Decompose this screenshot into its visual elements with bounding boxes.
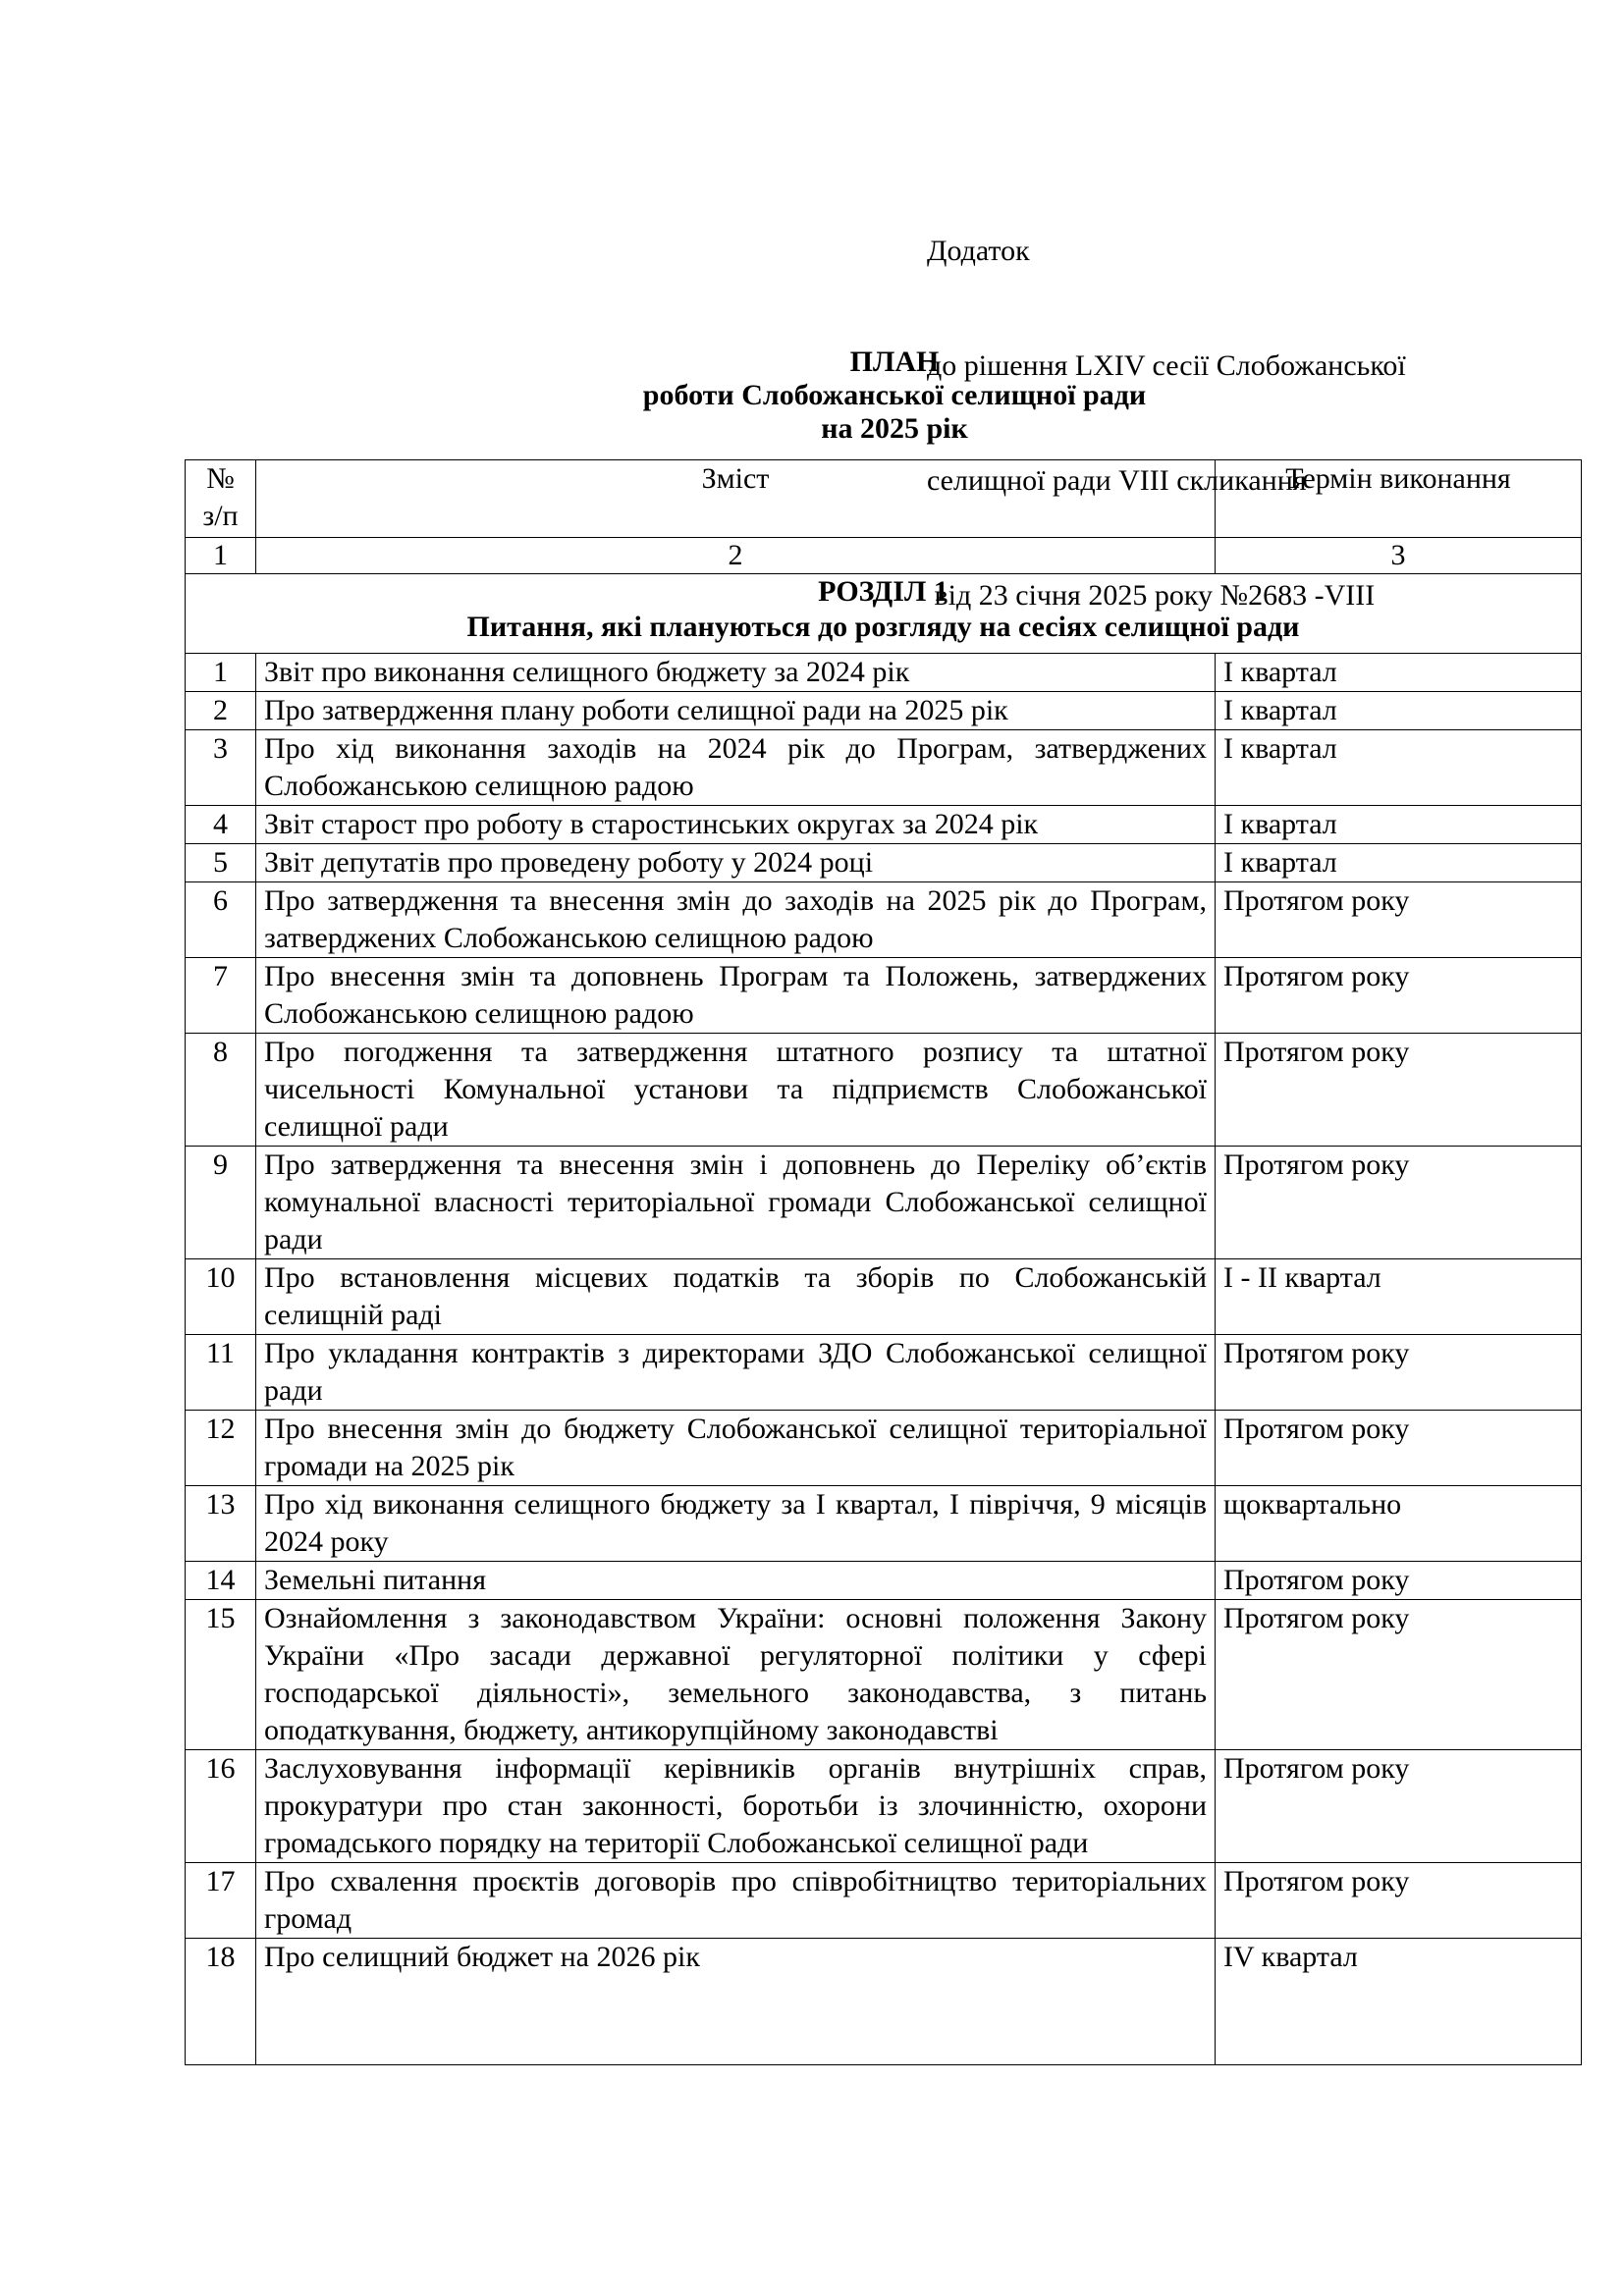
table-header-row: [186, 460, 1582, 538]
row-number: 10: [186, 1259, 256, 1335]
row-content: Про укладання контрактів з директорами ЗДО Слобожанської селищної ради: [256, 1335, 1216, 1411]
table-row: [186, 1259, 1582, 1335]
row-content: Земельні питання: [256, 1562, 1216, 1600]
table-row: [186, 1486, 1582, 1562]
row-term: Протягом року: [1216, 1034, 1582, 1147]
section-subtitle: Питання, які плануються до розгляду на сесіях селищної ради: [466, 611, 1300, 643]
table-row: [186, 1600, 1582, 1750]
row-number: 9: [186, 1147, 256, 1259]
section-heading: [186, 574, 1582, 654]
document-title: [0, 346, 1624, 446]
row-number: 5: [186, 844, 256, 882]
row-term: Протягом року: [1216, 1562, 1582, 1600]
row-term: Протягом року: [1216, 1335, 1582, 1411]
header-content: Зміст: [256, 460, 1216, 538]
row-term: I - II квартал: [1216, 1259, 1582, 1335]
table-row: [186, 1034, 1582, 1147]
table-row: [186, 1411, 1582, 1486]
row-number: 14: [186, 1562, 256, 1600]
table-row: [186, 1562, 1582, 1600]
row-number: 17: [186, 1863, 256, 1939]
row-term: Протягом року: [1216, 1147, 1582, 1259]
row-term: Протягом року: [1216, 1600, 1582, 1750]
column-number: 2: [256, 538, 1216, 574]
row-term: IV квартал: [1216, 1939, 1582, 2065]
annex-line-4: від 23 січня 2025 року №2683 -VIII: [927, 579, 1376, 612]
row-number: 2: [186, 692, 256, 730]
annex-line-1: Додаток: [927, 235, 1030, 267]
header-num: № з/п: [186, 460, 256, 538]
row-term: щоквартально: [1216, 1486, 1582, 1562]
row-content: Про схвалення проєктів договорів про співробітництво територіальних громад: [256, 1863, 1216, 1939]
row-term: I квартал: [1216, 654, 1582, 692]
row-term: Протягом року: [1216, 1863, 1582, 1939]
row-number: 15: [186, 1600, 256, 1750]
row-content: Про хід виконання селищного бюджету за I квартал, I півріччя, 9 місяців 2024 року: [256, 1486, 1216, 1562]
row-content: Звіт про виконання селищного бюджету за 2024 рік: [256, 654, 1216, 692]
table-row: [186, 692, 1582, 730]
row-number: 16: [186, 1750, 256, 1863]
plan-table: [185, 459, 1582, 2065]
column-number-row: [186, 538, 1582, 574]
row-term: Протягом року: [1216, 1411, 1582, 1486]
row-content: Про затвердження плану роботи селищної ради на 2025 рік: [256, 692, 1216, 730]
annex-line-3: селищної ради VIII скликання: [927, 464, 1307, 497]
table-row: [186, 958, 1582, 1034]
row-content: Про затвердження та внесення змін до заходів на 2025 рік до Програм, затверджених Слобожанською селищною радою: [256, 882, 1216, 958]
row-number: 1: [186, 654, 256, 692]
title-line-1: ПЛАН: [849, 346, 940, 378]
row-content: Про погодження та затвердження штатного розпису та штатної чисельності Комунальної установи та підприємств Слобожанської селищної ради: [256, 1034, 1216, 1147]
row-number: 6: [186, 882, 256, 958]
row-content: Ознайомлення з законодавством України: основні положення Закону України «Про засади державної регуляторної політики у сфері господарської діяльності», земельного законодавства, з питань оподаткування, бюджету, антикорупційному законодавстві: [256, 1600, 1216, 1750]
row-number: 12: [186, 1411, 256, 1486]
row-number: 3: [186, 730, 256, 806]
row-term: I квартал: [1216, 806, 1582, 844]
section-title: РОЗДІЛ 1: [818, 575, 948, 608]
row-content: Про хід виконання заходів на 2024 рік до Програм, затверджених Слобожанською селищною радою: [256, 730, 1216, 806]
row-term: Протягом року: [1216, 1750, 1582, 1863]
row-number: 13: [186, 1486, 256, 1562]
row-term: I квартал: [1216, 692, 1582, 730]
row-content: Звіт депутатів про проведену роботу у 2024 році: [256, 844, 1216, 882]
table-row: [186, 1863, 1582, 1939]
table-row: [186, 806, 1582, 844]
column-number: 1: [186, 538, 256, 574]
table-row: [186, 1939, 1582, 2065]
column-number: 3: [1216, 538, 1582, 574]
section-row: [186, 574, 1582, 654]
row-term: Протягом року: [1216, 958, 1582, 1034]
row-number: 4: [186, 806, 256, 844]
row-content: Про внесення змін та доповнень Програм та Положень, затверджених Слобожанською селищною радою: [256, 958, 1216, 1034]
row-term: Протягом року: [1216, 882, 1582, 958]
table-row: [186, 730, 1582, 806]
header-term: Термін виконання: [1216, 460, 1582, 538]
table-row: [186, 1750, 1582, 1863]
annex-line-2: до рішення LXIV сесії Слобожанської: [927, 349, 1406, 382]
table-row: [186, 882, 1582, 958]
row-number: 18: [186, 1939, 256, 2065]
row-number: 7: [186, 958, 256, 1034]
table-row: [186, 654, 1582, 692]
table-row: [186, 1335, 1582, 1411]
title-line-2: роботи Слобожанської селищної ради: [642, 379, 1147, 411]
row-number: 11: [186, 1335, 256, 1411]
row-term: I квартал: [1216, 844, 1582, 882]
row-content: Про встановлення місцевих податків та зборів по Слобожанській селищній раді: [256, 1259, 1216, 1335]
table-row: [186, 844, 1582, 882]
row-content: Звіт старост про роботу в старостинських округах за 2024 рік: [256, 806, 1216, 844]
row-content: Заслуховування інформації керівників органів внутрішніх справ, прокуратури про стан законності, боротьби із злочинністю, охорони громадського порядку на території Слобожанської селищної ради: [256, 1750, 1216, 1863]
row-number: 8: [186, 1034, 256, 1147]
row-content: Про внесення змін до бюджету Слобожанської селищної територіальної громади на 2025 рік: [256, 1411, 1216, 1486]
row-content: Про затвердження та внесення змін і доповнень до Переліку об’єктів комунальної власності територіальної громади Слобожанської селищної ради: [256, 1147, 1216, 1259]
row-term: I квартал: [1216, 730, 1582, 806]
row-content: Про селищний бюджет на 2026 рік: [256, 1939, 1216, 2065]
title-line-3: на 2025 рік: [821, 412, 968, 445]
table-row: [186, 1147, 1582, 1259]
